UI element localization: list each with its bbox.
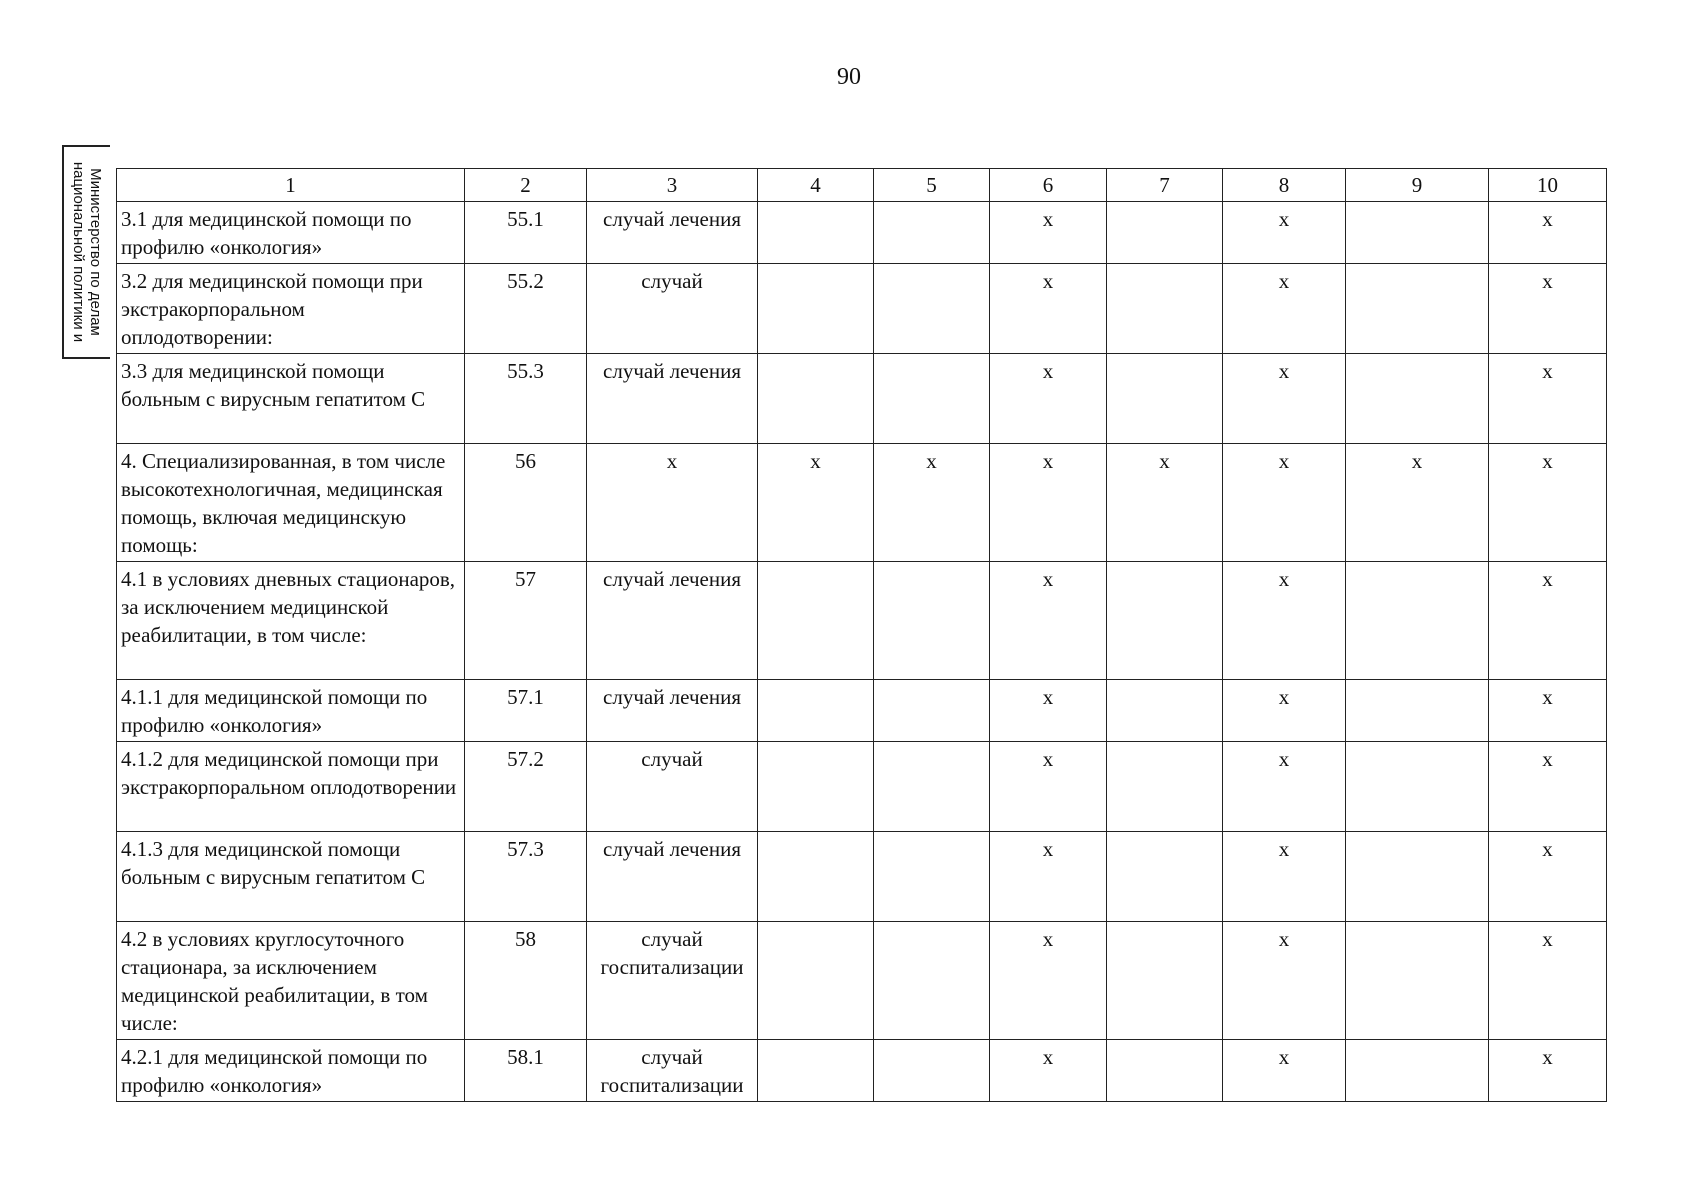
mark-col-7 <box>1107 354 1223 444</box>
mark-col-8: х <box>1223 562 1346 680</box>
mark-col-9: х <box>1346 444 1489 562</box>
table-row <box>117 354 1607 444</box>
header-cell: 7 <box>1107 169 1223 202</box>
row-name: 3.1 для медицинской помощи по профилю «онкология» <box>117 202 465 264</box>
mark-col-8: х <box>1223 202 1346 264</box>
row-name: 4.2 в условиях круглосуточного стационара, за исключением медицинской реабилитации, в том числе: <box>117 922 465 1040</box>
row-code: 55.1 <box>465 202 587 264</box>
mark-col-6: х <box>990 680 1107 742</box>
table-row <box>117 1040 1607 1102</box>
row-name: 4.2.1 для медицинской помощи по профилю «онкология» <box>117 1040 465 1102</box>
mark-col-7 <box>1107 680 1223 742</box>
mark-col-8: х <box>1223 444 1346 562</box>
table-row <box>117 742 1607 832</box>
row-unit: случай лечения <box>587 832 758 922</box>
mark-col-10: х <box>1489 444 1607 562</box>
mark-col-5 <box>874 742 990 832</box>
mark-col-6: х <box>990 264 1107 354</box>
row-code: 55.2 <box>465 264 587 354</box>
header-row <box>117 169 1607 202</box>
header-cell: 2 <box>465 169 587 202</box>
mark-col-7 <box>1107 922 1223 1040</box>
row-name: 4.1.2 для медицинской помощи при экстракорпоральном оплодотворении <box>117 742 465 832</box>
row-code: 55.3 <box>465 354 587 444</box>
mark-col-8: х <box>1223 264 1346 354</box>
header-cell: 5 <box>874 169 990 202</box>
row-unit: случай лечения <box>587 680 758 742</box>
row-name: 3.2 для медицинской помощи при экстракорпоральном оплодотворении: <box>117 264 465 354</box>
mark-col-9 <box>1346 680 1489 742</box>
mark-col-4 <box>758 264 874 354</box>
mark-col-5 <box>874 922 990 1040</box>
row-unit: х <box>587 444 758 562</box>
mark-col-5 <box>874 832 990 922</box>
mark-col-5: х <box>874 444 990 562</box>
mark-col-10: х <box>1489 680 1607 742</box>
mark-col-7 <box>1107 1040 1223 1102</box>
mark-col-6: х <box>990 444 1107 562</box>
mark-col-10: х <box>1489 1040 1607 1102</box>
mark-col-9 <box>1346 562 1489 680</box>
row-unit: случай лечения <box>587 562 758 680</box>
mark-col-6: х <box>990 1040 1107 1102</box>
row-unit: случай госпитализации <box>587 1040 758 1102</box>
table-row <box>117 264 1607 354</box>
mark-col-4 <box>758 562 874 680</box>
mark-col-8: х <box>1223 922 1346 1040</box>
mark-col-10: х <box>1489 202 1607 264</box>
mark-col-6: х <box>990 562 1107 680</box>
mark-col-7 <box>1107 264 1223 354</box>
mark-col-9 <box>1346 1040 1489 1102</box>
mark-col-7 <box>1107 202 1223 264</box>
mark-col-5 <box>874 264 990 354</box>
mark-col-7 <box>1107 742 1223 832</box>
header-cell: 4 <box>758 169 874 202</box>
mark-col-5 <box>874 202 990 264</box>
header-cell: 6 <box>990 169 1107 202</box>
mark-col-8: х <box>1223 354 1346 444</box>
mark-col-4 <box>758 202 874 264</box>
row-code: 56 <box>465 444 587 562</box>
row-unit: случай лечения <box>587 202 758 264</box>
mark-col-6: х <box>990 742 1107 832</box>
row-name: 4. Специализированная, в том числе высокотехнологичная, медицинская помощь, включая медицинскую помощь: <box>117 444 465 562</box>
mark-col-8: х <box>1223 680 1346 742</box>
mark-col-4 <box>758 1040 874 1102</box>
mark-col-6: х <box>990 832 1107 922</box>
mark-col-6: х <box>990 354 1107 444</box>
table-row <box>117 562 1607 680</box>
mark-col-10: х <box>1489 742 1607 832</box>
mark-col-9 <box>1346 832 1489 922</box>
row-code: 58.1 <box>465 1040 587 1102</box>
mark-col-4: х <box>758 444 874 562</box>
data-table <box>116 168 1607 1102</box>
mark-col-5 <box>874 562 990 680</box>
header-cell: 3 <box>587 169 758 202</box>
table-row <box>117 832 1607 922</box>
stamp-line-2: национальной политики и <box>70 161 87 343</box>
row-code: 57.2 <box>465 742 587 832</box>
row-name: 3.3 для медицинской помощи больным с вирусным гепатитом С <box>117 354 465 444</box>
mark-col-4 <box>758 832 874 922</box>
mark-col-8: х <box>1223 832 1346 922</box>
mark-col-5 <box>874 1040 990 1102</box>
stamp-text <box>70 147 104 357</box>
row-code: 57 <box>465 562 587 680</box>
mark-col-9 <box>1346 922 1489 1040</box>
table-row <box>117 444 1607 562</box>
mark-col-10: х <box>1489 832 1607 922</box>
mark-col-9 <box>1346 354 1489 444</box>
mark-col-10: х <box>1489 354 1607 444</box>
table-row <box>117 680 1607 742</box>
mark-col-10: х <box>1489 264 1607 354</box>
mark-col-7: х <box>1107 444 1223 562</box>
row-name: 4.1.1 для медицинской помощи по профилю «онкология» <box>117 680 465 742</box>
mark-col-4 <box>758 354 874 444</box>
mark-col-7 <box>1107 562 1223 680</box>
header-cell: 1 <box>117 169 465 202</box>
table-row <box>117 922 1607 1040</box>
mark-col-8: х <box>1223 1040 1346 1102</box>
mark-col-8: х <box>1223 742 1346 832</box>
header-cell: 9 <box>1346 169 1489 202</box>
mark-col-5 <box>874 680 990 742</box>
mark-col-4 <box>758 922 874 1040</box>
mark-col-10: х <box>1489 562 1607 680</box>
mark-col-9 <box>1346 202 1489 264</box>
table-row <box>117 202 1607 264</box>
row-code: 57.3 <box>465 832 587 922</box>
header-cell: 8 <box>1223 169 1346 202</box>
mark-col-5 <box>874 354 990 444</box>
mark-col-6: х <box>990 202 1107 264</box>
mark-col-4 <box>758 680 874 742</box>
row-name: 4.1 в условиях дневных стационаров, за исключением медицинской реабилитации, в том числе: <box>117 562 465 680</box>
ministry-stamp <box>62 145 110 359</box>
row-unit: случай госпитализации <box>587 922 758 1040</box>
row-unit: случай <box>587 264 758 354</box>
row-name: 4.1.3 для медицинской помощи больным с вирусным гепатитом С <box>117 832 465 922</box>
mark-col-9 <box>1346 264 1489 354</box>
header-cell: 10 <box>1489 169 1607 202</box>
row-code: 58 <box>465 922 587 1040</box>
mark-col-10: х <box>1489 922 1607 1040</box>
row-unit: случай лечения <box>587 354 758 444</box>
mark-col-6: х <box>990 922 1107 1040</box>
mark-col-4 <box>758 742 874 832</box>
row-code: 57.1 <box>465 680 587 742</box>
row-unit: случай <box>587 742 758 832</box>
page-number: 90 <box>837 64 861 90</box>
stamp-line-1: Министерство по делам <box>87 168 104 336</box>
mark-col-7 <box>1107 832 1223 922</box>
mark-col-9 <box>1346 742 1489 832</box>
